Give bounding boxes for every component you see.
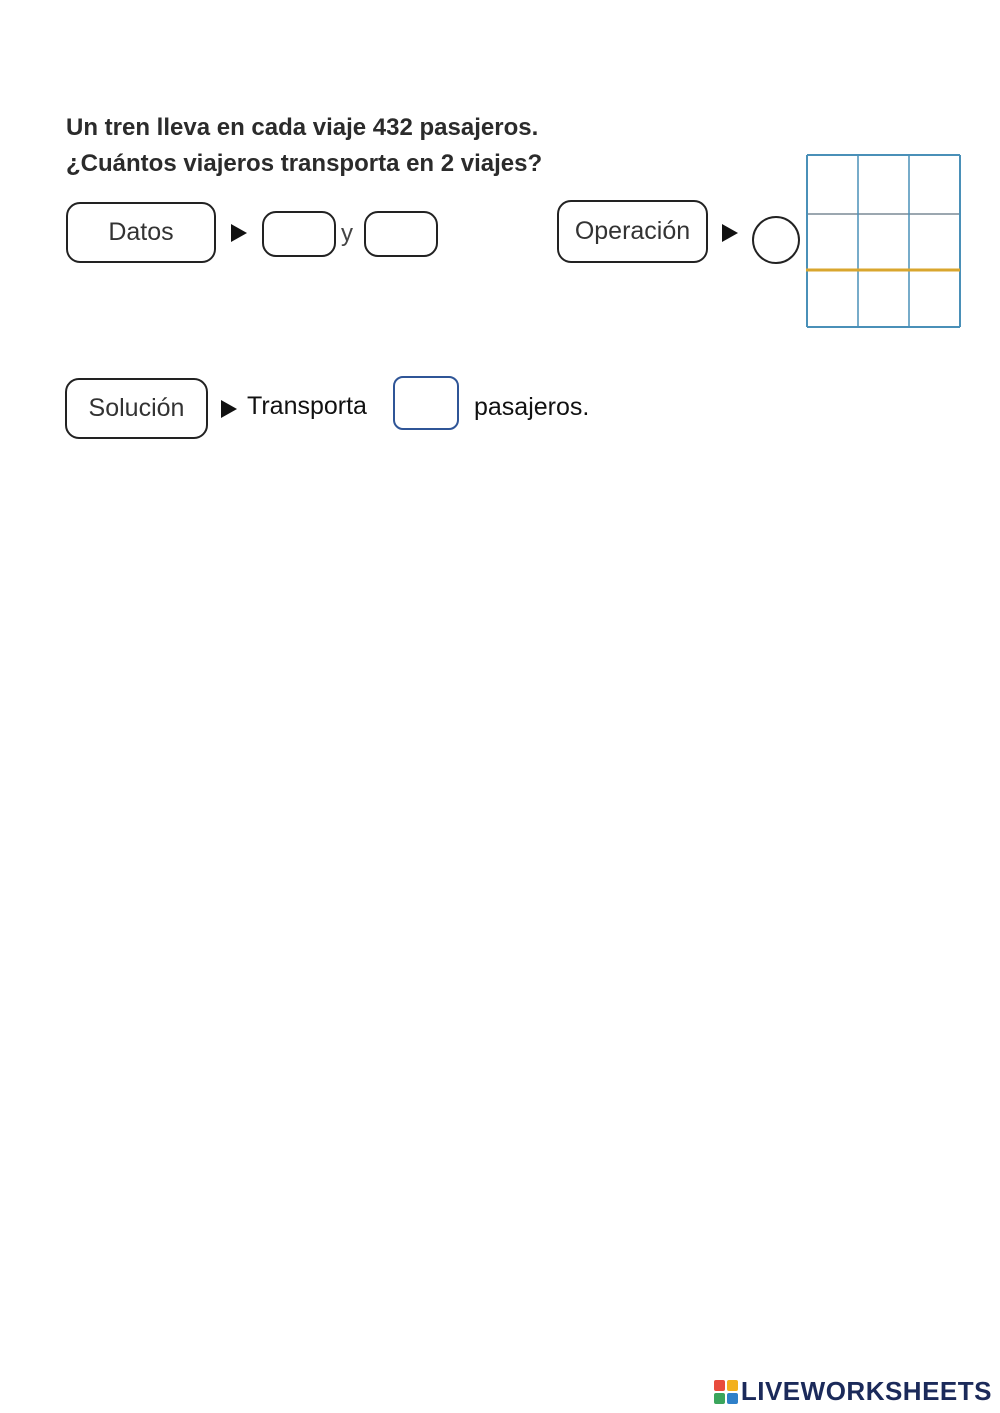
solution-answer-input[interactable] (393, 376, 459, 430)
grid-cell-r3c3[interactable] (910, 272, 959, 326)
connector-y: y (341, 220, 353, 247)
datos-input-2[interactable] (364, 211, 438, 257)
datos-input-1[interactable] (262, 211, 336, 257)
brand-name: LIVEWORKSHEETS (740, 1376, 992, 1406)
operation-sign-input[interactable] (752, 216, 800, 264)
problem-statement (66, 110, 542, 182)
operacion-label: Operación (557, 200, 708, 263)
arrow-icon (221, 400, 237, 418)
datos-label: Datos (66, 202, 216, 263)
solucion-label: Solución (65, 378, 208, 439)
operation-grid (806, 154, 962, 330)
grid-cell-r2c1[interactable] (808, 215, 857, 269)
grid-cell-r1c2[interactable] (859, 156, 908, 213)
arrow-icon (231, 224, 247, 242)
solution-text-before: Transporta (247, 392, 367, 420)
liveworksheets-logo-icon (714, 1380, 738, 1404)
grid-cell-r2c3[interactable] (910, 215, 959, 269)
grid-cell-r3c2[interactable] (859, 272, 908, 326)
grid-cell-r2c2[interactable] (859, 215, 908, 269)
solution-text-after: pasajeros. (474, 393, 590, 421)
problem-line-1: Un tren lleva en cada viaje 432 pasajeros. (66, 114, 539, 141)
grid-cell-r1c1[interactable] (808, 156, 857, 213)
footer-brand (714, 1376, 992, 1407)
grid-cell-r3c1[interactable] (808, 272, 857, 326)
grid-cell-r1c3[interactable] (910, 156, 959, 213)
problem-line-2: ¿Cuántos viajeros transporta en 2 viajes? (66, 150, 543, 177)
arrow-icon (722, 224, 738, 242)
